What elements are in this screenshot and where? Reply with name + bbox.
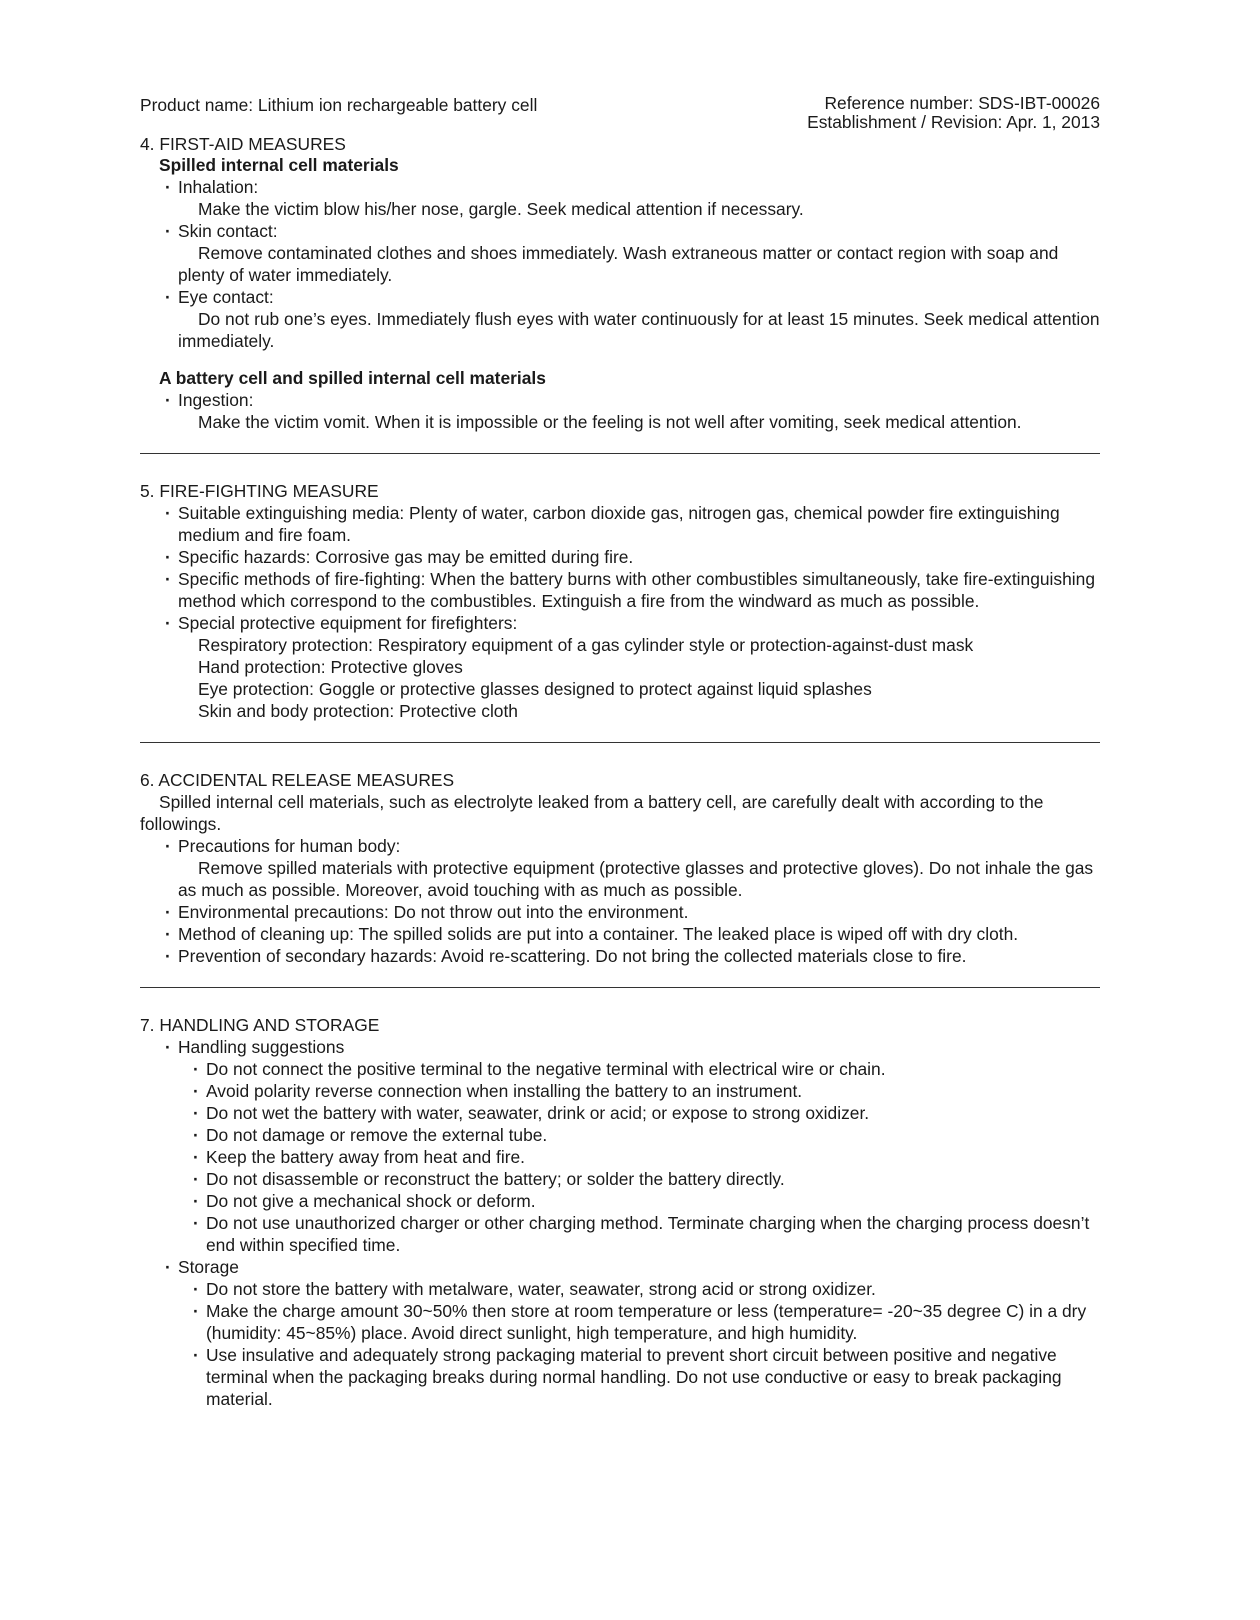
subheading: Spilled internal cell materials <box>159 155 399 175</box>
spacer <box>140 988 1100 1015</box>
list-item: · Environmental precautions: Do not throw out into the environment. <box>140 901 1100 923</box>
bullet-label: · Precautions for human body: <box>140 835 1100 857</box>
spacer <box>140 454 1100 481</box>
spacer <box>140 967 1100 987</box>
subheading: A battery cell and spilled internal cell materials <box>159 368 546 388</box>
section-fire-fighting <box>140 481 1100 722</box>
sub-list-item: · Do not give a mechanical shock or deform. <box>140 1190 1100 1212</box>
bullet-detail: Make the victim blow his/her nose, gargle. Seek medical attention if necessary. <box>198 199 804 219</box>
sub-list-item: · Do not damage or remove the external tube. <box>140 1124 1100 1146</box>
section-handling-storage <box>140 1015 1100 1410</box>
list-item: · Suitable extinguishing media: Plenty of water, carbon dioxide gas, nitrogen gas, chemical powder fire extinguishing medium and fire foam. <box>140 502 1100 546</box>
section-title: 4. FIRST-AID MEASURES <box>140 134 346 154</box>
sub-list-item: · Use insulative and adequately strong packaging material to prevent short circuit between positive and negative terminal when the packaging breaks during normal handling. Do not use conductive or easy to break packaging material. <box>140 1344 1100 1410</box>
page-content <box>140 94 1100 1410</box>
protection-item: Eye protection: Goggle or protective glasses designed to protect against liquid splashes <box>198 679 872 699</box>
sub-list-item: · Do not store the battery with metalware, water, seawater, strong acid or strong oxidizer. <box>140 1278 1100 1300</box>
bullet-label: · Handling suggestions <box>140 1036 1100 1058</box>
list-item: · Specific methods of fire-fighting: When the battery burns with other combustibles simultaneously, take fire-extinguishing method which correspond to the combustibles. Extinguish a fire from the windward as much as possible. <box>140 568 1100 612</box>
bullet-label: · Skin contact: <box>140 220 1100 242</box>
list-item: · Method of cleaning up: The spilled solids are put into a container. The leaked place is wiped off with dry cloth. <box>140 923 1100 945</box>
product-name: Product name: Lithium ion rechargeable battery cell <box>140 95 538 115</box>
protection-item: Hand protection: Protective gloves <box>198 657 463 677</box>
bullet-detail: Remove contaminated clothes and shoes immediately. Wash extraneous matter or contact region with soap and plenty of water immediately. <box>178 243 1059 285</box>
bullet-detail: Remove spilled materials with protective equipment (protective glasses and protective gloves). Do not inhale the gas as much as possible. Moreover, avoid touching with as much as possible. <box>178 858 1094 900</box>
sub-list-item: · Do not use unauthorized charger or other charging method. Terminate charging when the charging process doesn’t end within specified time. <box>140 1212 1100 1256</box>
section-title: 5. FIRE-FIGHTING MEASURE <box>140 481 379 501</box>
section-first-aid <box>140 134 1100 433</box>
bullet-detail: Do not rub one’s eyes. Immediately flush eyes with water continuously for at least 15 minutes. Seek medical attention immediately. <box>178 309 1100 351</box>
bullet-label: · Ingestion: <box>140 389 1100 411</box>
sub-list-item: · Do not disassemble or reconstruct the battery; or solder the battery directly. <box>140 1168 1100 1190</box>
sub-list-item: · Do not connect the positive terminal to the negative terminal with electrical wire or chain. <box>140 1058 1100 1080</box>
bullet-detail: Make the victim vomit. When it is impossible or the feeling is not well after vomiting, seek medical attention. <box>198 412 1022 432</box>
protection-item: Skin and body protection: Protective cloth <box>198 701 518 721</box>
list-item: · Prevention of secondary hazards: Avoid re-scattering. Do not bring the collected materials close to fire. <box>140 945 1100 967</box>
sub-list-item: · Keep the battery away from heat and fire. <box>140 1146 1100 1168</box>
bullet-label: · Eye contact: <box>140 286 1100 308</box>
reference-block <box>807 94 1100 132</box>
section-intro: Spilled internal cell materials, such as electrolyte leaked from a battery cell, are carefully dealt with according to the followings. <box>140 792 1044 834</box>
spacer <box>140 433 1100 453</box>
document-header <box>140 94 1100 134</box>
sub-list-item: · Avoid polarity reverse connection when installing the battery to an instrument. <box>140 1080 1100 1102</box>
protection-item: Respiratory protection: Respiratory equipment of a gas cylinder style or protection-against-dust mask <box>198 635 974 655</box>
section-title: 6. ACCIDENTAL RELEASE MEASURES <box>140 770 455 790</box>
section-title: 7. HANDLING AND STORAGE <box>140 1015 380 1035</box>
sub-list-item: · Make the charge amount 30~50% then store at room temperature or less (temperature= -20~35 degree C) in a dry (humidity: 45~85%) place. Avoid direct sunlight, high temperature, and high humidity. <box>140 1300 1100 1344</box>
spacer <box>140 352 1100 368</box>
spacer <box>140 743 1100 770</box>
bullet-label: · Inhalation: <box>140 176 1100 198</box>
list-item: · Specific hazards: Corrosive gas may be emitted during fire. <box>140 546 1100 568</box>
spacer <box>140 722 1100 742</box>
section-accidental-release <box>140 770 1100 967</box>
sub-list-item: · Do not wet the battery with water, seawater, drink or acid; or expose to strong oxidizer. <box>140 1102 1100 1124</box>
establishment-revision: Establishment / Revision: Apr. 1, 2013 <box>807 112 1100 132</box>
list-item: · Special protective equipment for firefighters: <box>140 612 1100 634</box>
reference-number: Reference number: SDS-IBT-00026 <box>824 93 1100 113</box>
bullet-label: · Storage <box>140 1256 1100 1278</box>
